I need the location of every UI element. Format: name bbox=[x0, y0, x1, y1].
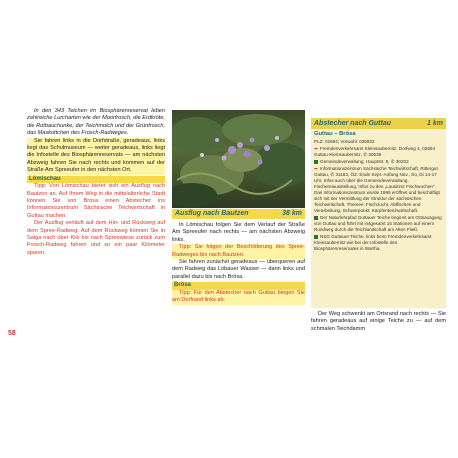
heading-lomischau: Lömischau bbox=[27, 176, 165, 184]
info-box-title: Abstecher nach Guttau bbox=[314, 120, 392, 127]
info-entry-info-centre: ➡ Informationszentrum Sächsische Teichwirtschaft, Rittergut Guttau, ✆ 31183, ÖZ: Ende Sept.-Anfang Nov., So, Di 14-17 Uhr. Infos auch über die Gemeindeverwaltung. Fischereiausstellung, Infos zu den „Lausitzer Fischwochen“. Das Informationszentrum wurde 1999 eröffnet und beschäftigt sich mit der Vermittlung der Struktur der sächsischen Teichwirtschaft. Themen: Fischzucht, Ablfischen und Verarbeitung, Schwerpunkt: Karpfenteichwirtschaft. bbox=[314, 166, 440, 213]
intro-paragraph: In den 343 Teichen im Biosphärenreservat leben zahlreiche Lurcharten wie der Moorfrosch, die Erdkröte, die Rotbauchunke, der Teichmolch und der Grünfrosch, das Maskottchen des Frosch-Radweges. bbox=[27, 108, 165, 137]
nature-reserve-icon bbox=[314, 235, 318, 239]
info-entry-tourist-office: ➡ Fremdenverkehrsamt Kleinsaubernitz, Dorfweg 4, 02694 Guttau-Kleinsaubernitz, ✆ 30536 bbox=[314, 146, 436, 157]
nature-trail-icon bbox=[314, 216, 318, 220]
building-icon bbox=[314, 160, 318, 164]
info-entry-administration: Gemeindeverwaltung, Hauptstr. 8, ✆ 30202 bbox=[314, 159, 442, 165]
route-paragraph-4: Der Weg schwenkt am Ortsrand nach rechts — Sie fahren geradeaus auf einige Teiche zu — auf dem schmalen Teichdamm bbox=[311, 311, 446, 332]
excursion-title: Ausflug nach Bautzen bbox=[175, 210, 249, 217]
column-left bbox=[27, 108, 165, 257]
info-entry-nature-trail: Der Naturlehrpfad Guttauer Teiche beginnt am Ortsausgang von Guttau und führt mit insgesamt 15 Stationen auf einem Rundweg durch die Teichlandschaft am Alten Fließ. bbox=[314, 215, 442, 232]
column-right-text bbox=[311, 311, 446, 333]
tip-paragraph-2: Der Ausflug verläuft auf dem Hin- und Rückweg auf dem Spree-Radweg. Auf dem Rückweg können Sie in Salga nach über Klix bis nach Spreewiese zurück zum Frosch-Radweg fahren und so ein paar Kilometer sparen. bbox=[27, 220, 165, 256]
page-number: 58 bbox=[8, 330, 16, 337]
info-box-distance: 1 km bbox=[427, 120, 443, 127]
excursion-distance: 38 km bbox=[282, 210, 302, 217]
info-box-header bbox=[311, 118, 446, 129]
info-entry-plz: PLZ: 02694; Vorwahl: 035932 bbox=[314, 139, 375, 144]
column-middle-text bbox=[172, 222, 305, 305]
info-box-guttau bbox=[311, 118, 446, 308]
route-paragraph-2: In Lömischau folgen Sie dem Verlauf der Straße Am Spreeufer nach rechts — am nächsten Abzweig links. bbox=[172, 222, 305, 243]
arrow-icon: ➡ bbox=[314, 146, 318, 151]
info-box-body bbox=[314, 139, 442, 253]
landscape-photo bbox=[172, 110, 305, 208]
heading-brosa: Brösa bbox=[172, 282, 305, 290]
info-box-subtitle: Guttau – Brösa bbox=[314, 131, 356, 137]
tip-paragraph-3: Tipp: Sie folgen der Beschilderung des Spree-Radweges bis nach Bautzen. bbox=[172, 244, 305, 258]
route-paragraph: Sie fahren links in die Dorfstraße, geradeaus, links liegt das Schulmuseum — weiter geradeaus, links liegt die Infostelle des Biosphärenreservats — am nächsten Abzweig fahren Sie nach rechts und kommen auf der Straße Am Spreeufer in den nächsten Ort. bbox=[27, 137, 165, 174]
arrow-icon-2: ➡ bbox=[314, 166, 318, 171]
tip-paragraph: Tipp: Von Lömischau bietet sich ein Ausflug nach Bautzen an. Auf Ihrem Weg in die mittelalterliche Stadt können Sie von Brösa einen Abstecher ins Informationszentrum Sächsische Teichwirtschaft in Guttau machen. bbox=[27, 183, 165, 219]
excursion-title-bar bbox=[172, 209, 305, 219]
route-paragraph-3: Sie fahren zunächst geradeaus — überqueren auf dem Radweg das Löbauer Wasser — dann links und parallel dazu bis nach Brösa. bbox=[172, 259, 305, 280]
tip-paragraph-4: Tipp: Für den Abstecher nach Guttau biegen Sie am Dorfrand links ab. bbox=[172, 289, 305, 304]
info-entry-nsg: NSG Guttauer Teiche, links beim Fremdenverkehrsamt Kleinsaubernitz wie bei der Infostelle des Biosphärenreservates in Wartha. bbox=[314, 234, 432, 251]
